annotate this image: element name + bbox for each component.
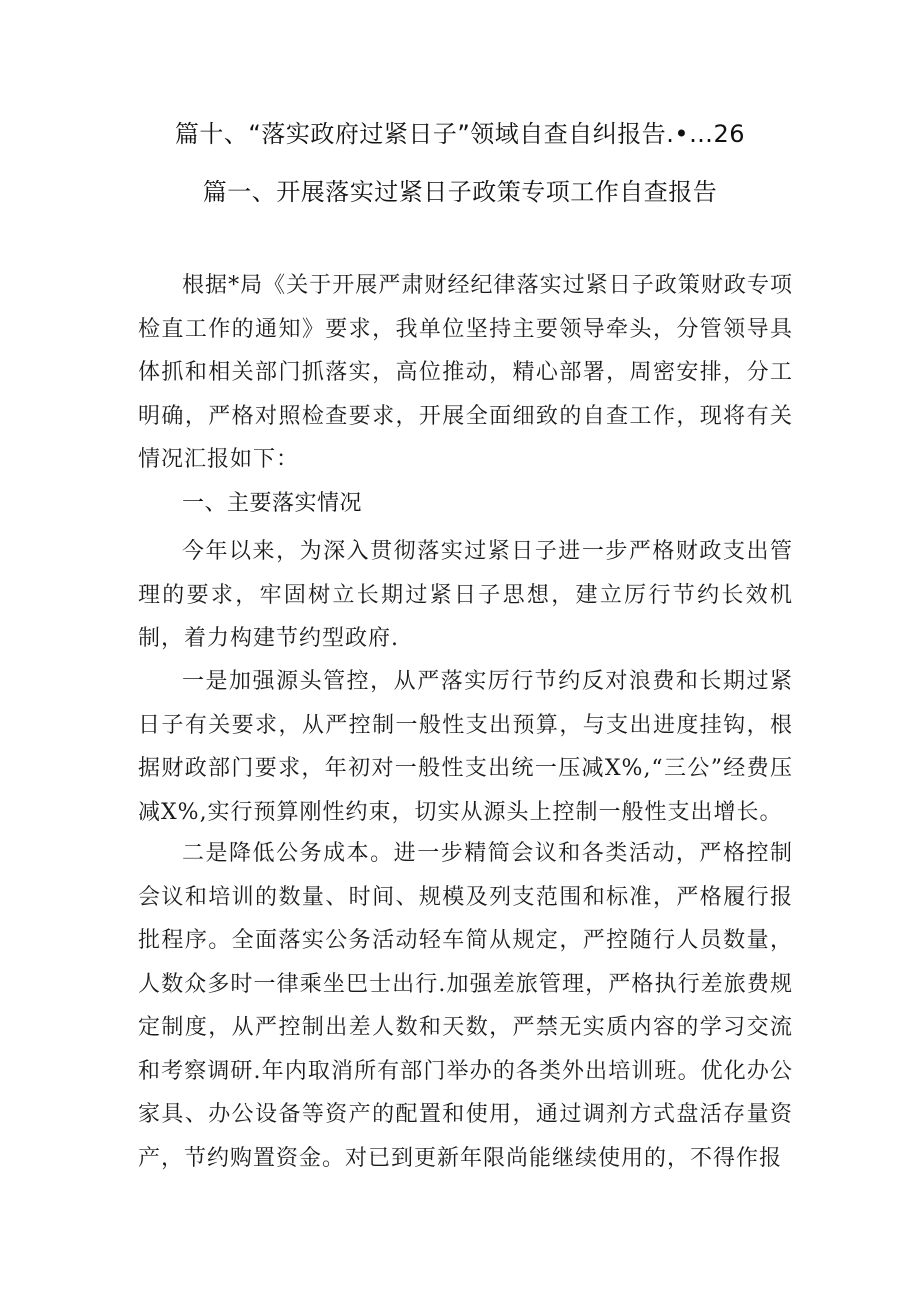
document-title: 篇一、开展落实过紧日子政策专项工作自查报告	[202, 178, 718, 206]
section-paragraph: 今年以来，为深入贯彻落实过紧日子进一步严格财政支出管理的要求，牢固树立长期过紧日子思想，建立厉行节约长效机制，着力构建节约型政府.	[138, 539, 793, 651]
point-paragraph-2: 二是降低公务成本。进一步精简会议和各类活动，严格控制会议和培训的数量、时间、规模及列支范围和标准，严格履行报批程序。全面落实公务活动轻车简从规定，严控随行人员数量，人数众多时一律乘坐巴士出行.加强差旅管理，严格执行差旅费规定制度，从严控制出差人数和天数，严禁无实质内容的学习交流和考察调研.年内取消所有部门举办的各类外出培训班。优化办公家具、办公设备等资产的配置和使用，通过调剂方式盘活存量资产，节约购置资金。对已到更新年限尚能继续使用的，不得作报	[138, 841, 793, 1171]
intro-paragraph: 根据*局《关于开展严肃财经纪律落实过紧日子政策财政专项检直工作的通知》要求，我单位坚持主要领导牵头，分管领导具体抓和相关部门抓落实，高位推动，精心部署，周密安排，分工明确，严格对照检查要求，开展全面细致的自查工作，现将有关情况汇报如下：	[138, 273, 793, 472]
section-heading: 一、主要落实情况	[182, 491, 363, 516]
toc-entry: 篇十、“落实政府过紧日子”领域自查自纠报告.•…26	[174, 120, 746, 148]
point-paragraph-1: 一是加强源头管控，从严落实厉行节约反对浪费和长期过紧日子有关要求，从严控制一般性支出预算，与支出进度挂钩，根据财政部门要求，年初对一般性支出统一压减X%,“三公”经费压减X%,实行预算刚性约束，切实从源头上控制一般性支出增长。	[138, 669, 793, 825]
